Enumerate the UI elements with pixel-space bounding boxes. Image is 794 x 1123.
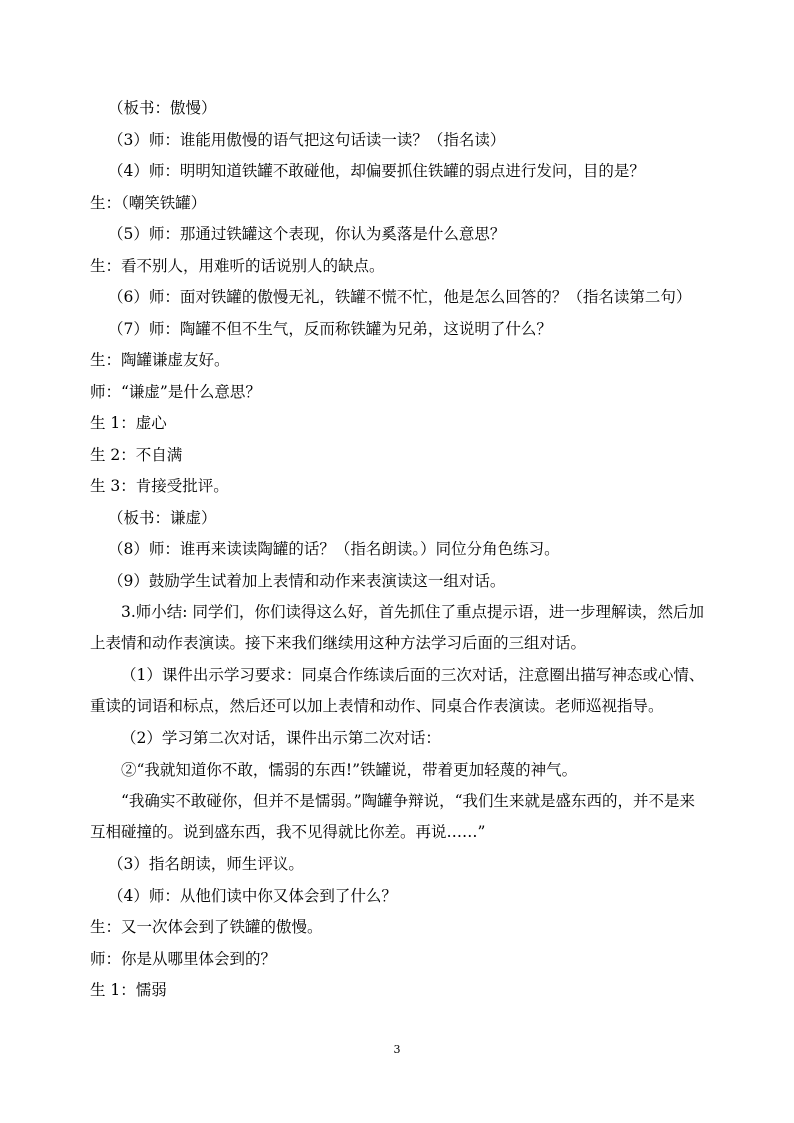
- paragraph-summary: 3.师小结: 同学们，你们读得这么好，首先抓住了重点提示语，进一步理解读，然后加上表情和动作表演读。接下来我们继续用这种方法学习后面的三组对话。: [90, 602, 704, 652]
- paragraph-teacher-8: （8）师：谁再来读读陶罐的话？（指名朗读。）同位分角色练习。: [108, 540, 560, 558]
- paragraph-teacher-7: （7）师：陶罐不但不生气，反而称铁罐为兄弟，这说明了什么？: [108, 319, 552, 338]
- board-note-arrogant: （板书：傲慢）: [108, 99, 217, 117]
- paragraph-student-2: 生：看不别人，用难听的话说别人的缺点。: [90, 256, 385, 275]
- paragraph-teacher-4: （4）师：明明知道铁罐不敢碰他，却偏要抓住铁罐的弱点进行发问，目的是？: [108, 162, 645, 180]
- page-number: 3: [393, 1043, 401, 1056]
- paragraph-teacher-5: （5）师：那通过铁罐这个表现，你认为奚落是什么意思？: [108, 225, 506, 243]
- paragraph-student-answer-1: 生 1：虚心: [90, 414, 167, 432]
- document-body: [90, 98, 710, 1012]
- paragraph-student-answer-2: 生 2：不自满: [90, 445, 183, 464]
- paragraph-teacher-4b: （4）师：从他们读中你又体会到了什么？: [108, 886, 397, 905]
- paragraph-teacher-question: 师：“谦虚”是什么意思？: [90, 382, 261, 401]
- quote-clay-pot: “我确实不敢碰你，但并不是懦弱。”陶罐争辩说，“我们生来就是盛东西的，并不是来互相碰撞的。说到盛东西，我不见得就比你差。再说……”: [90, 791, 696, 841]
- paragraph-step-9: （9）鼓励学生试着加上表情和动作来表演读这一组对话。: [108, 571, 506, 590]
- paragraph-student-1: 生：（嘲笑铁罐）: [90, 193, 207, 212]
- paragraph-teacher-6: （6）师：面对铁罐的傲慢无礼，铁罐不慌不忙，他是怎么回答的？（指名读第二句）: [108, 288, 692, 306]
- quote-iron-pot: ②“我就知道你不敢，懦弱的东西!”铁罐说，带着更加轻蔑的神气。: [121, 760, 578, 779]
- paragraph-student-answer-3: 生 3：肯接受批评。: [90, 477, 229, 495]
- paragraph-student-4: 生：又一次体会到了铁罐的傲慢。: [90, 918, 323, 936]
- paragraph-requirement-1: （1）课件出示学习要求：同桌合作练读后面的三次对话，注意圈出描写神态或心情、重读的词语和标点，然后还可以加上表情和动作、同桌合作表演读。老师巡视指导。: [90, 665, 705, 715]
- paragraph-teacher-3: （3）师：谁能用傲慢的语气把这句话读一读？（指名读）: [108, 130, 506, 149]
- paragraph-student-answer-cowardly: 生 1：懦弱: [90, 981, 167, 999]
- paragraph-requirement-2: （2）学习第二次对话，课件出示第二次对话：: [121, 729, 441, 747]
- paragraph-step-3: （3）指名朗读，师生评议。: [108, 855, 304, 873]
- board-note-modest: （板书：谦虚）: [108, 508, 217, 527]
- paragraph-student-3: 生：陶罐谦虚友好。: [90, 351, 230, 369]
- paragraph-teacher-where: 师：你是从哪里体会到的？: [90, 949, 277, 968]
